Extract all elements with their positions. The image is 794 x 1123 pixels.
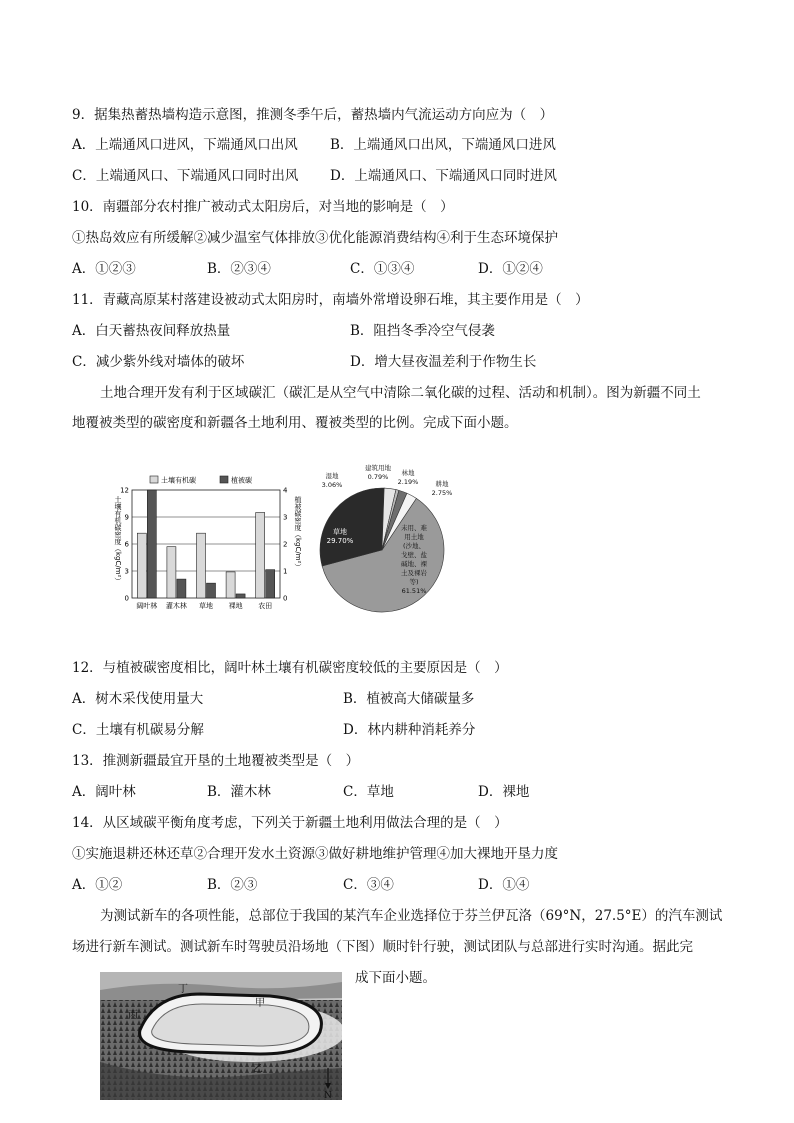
passage2-line1: 土地合理开发有利于区域碳汇（碳汇是从空气中清除二氧化碳的过程、活动和机制）。图为新疆不同土 (100, 385, 701, 401)
bar-soil-organic-carbon (167, 547, 176, 598)
pie-label-grass: 草地 (333, 528, 347, 536)
q12-option-a: A．树木采伐使用量大 (72, 691, 204, 707)
bar-soil-organic-carbon (197, 533, 206, 598)
test-track-illustration (100, 972, 342, 1100)
q10-items: ①热岛效应有所缓解②减少温室气体排放③优化能源消费结构④利于生态环境保护 (72, 230, 558, 246)
right-tick-label: 3 (283, 513, 288, 522)
q10-option-d: D．①②④ (478, 261, 543, 277)
q14-items: ①实施退耕还林还草②合理开发水土资源③做好耕地维护管理④加大裸地开垦力度 (72, 846, 558, 862)
q11-option-b: B．阻挡冬季冷空气侵袭 (350, 323, 495, 339)
q12-stem: 12．与植被碳密度相比，阔叶林土壤有机碳密度较低的主要原因是（ ） (72, 660, 508, 676)
category-label: 农田 (258, 602, 273, 610)
right-tick-label: 1 (283, 567, 288, 576)
test-track-photo (100, 972, 342, 1100)
bar-soil-organic-carbon (137, 533, 146, 598)
pie-value-building: 0.79% (367, 473, 389, 481)
pie-value-grass: 29.70% (326, 537, 354, 545)
bar-soil-organic-carbon (226, 572, 235, 598)
left-tick-label: 3 (124, 567, 129, 576)
label-bing: 丙 (128, 1010, 138, 1021)
legend-swatch-vegetation (220, 476, 228, 483)
category-label: 裸地 (228, 602, 243, 610)
right-tick-label: 0 (283, 594, 288, 603)
q11-option-a: A．白天蓄热夜间释放热量 (72, 323, 231, 339)
q13-option-c: C．草地 (343, 784, 394, 800)
pie-label-unused-line: 等) (409, 578, 419, 586)
q13-option-d: D．裸地 (478, 784, 530, 800)
pie-label-unused-line: 土及裸岩 (401, 569, 427, 577)
legend-label-soil: 土壤有机碳 (161, 476, 196, 485)
legend-swatch-soil (150, 476, 158, 483)
q14-option-c: C．③④ (343, 877, 394, 893)
q9-stem: 9．据集热蓄热墙构造示意图，推测冬季午后，蓄热墙内气流运动方向应为（ ） (72, 107, 554, 123)
pie-value-forest: 2.19% (397, 478, 419, 486)
label-jia: 甲 (255, 998, 265, 1009)
q11-stem: 11．青藏高原某村落建设被动式太阳房时，南墙外常增设卵石堆，其主要作用是（ ） (72, 292, 589, 308)
q9-option-d: D．上端通风口、下端通风口同时进风 (330, 168, 557, 184)
q14-option-a: A．①② (72, 877, 123, 893)
pie-label-forest: 林地 (401, 469, 415, 477)
category-label: 草地 (199, 602, 213, 610)
bar-vegetation-carbon (177, 579, 186, 598)
pie-value-wetland: 3.06% (321, 481, 343, 489)
pie-label-wetland: 湿地 (325, 472, 339, 480)
pie-label-unused-line: 未用、难 (401, 524, 427, 532)
q13-stem: 13．推测新疆最宜开垦的土地覆被类型是（ ） (72, 753, 360, 769)
left-tick-label: 6 (124, 540, 129, 549)
label-ding: 丁 (178, 984, 188, 995)
right-tick-label: 2 (283, 540, 288, 549)
pie-label-farmland: 耕地 (435, 480, 449, 488)
pie-label-unused-line: 戈壁、盐 (401, 551, 427, 559)
q12-option-d: D．林内耕种消耗养分 (343, 722, 476, 738)
passage3-line1: 为测试新车的各项性能，总部位于我国的某汽车企业选择位于芬兰伊瓦洛（69°N，27.5°E）的汽车测试 (100, 908, 723, 924)
q13-option-a: A．阔叶林 (72, 784, 136, 800)
legend-label-vegetation: 植被碳 (231, 476, 252, 485)
pie-value-farmland: 2.75% (431, 489, 453, 497)
q10-option-b: B．②③④ (207, 261, 271, 277)
pie-label-unused-line: 碱地、裸 (401, 560, 427, 568)
q9-option-c: C．上端通风口、下端通风口同时出风 (72, 168, 299, 184)
passage2-line2: 地覆被类型的碳密度和新疆各土地利用、覆被类型的比例。完成下面小题。 (72, 415, 518, 431)
carbon-density-bar-chart (108, 468, 308, 618)
left-axis-label: 土壤有机碳密度（kgC/m²） (114, 496, 122, 585)
category-label: 灌木林 (165, 602, 187, 610)
north-label: N (324, 1091, 332, 1100)
q11-option-d: D．增大昼夜温差利于作物生长 (350, 354, 537, 370)
bar-vegetation-carbon (147, 490, 156, 598)
pie-value-unused: 61.51% (401, 587, 427, 595)
q14-option-b: B．②③ (207, 877, 258, 893)
left-tick-label: 12 (120, 486, 129, 495)
q14-option-d: D．①④ (478, 877, 530, 893)
q10-option-a: A．①②③ (72, 261, 136, 277)
pie-label-unused-line: (沙地、 (402, 542, 426, 550)
category-label: 阔叶林 (136, 602, 158, 610)
left-tick-label: 9 (124, 513, 129, 522)
passage3-line3: 成下面小题。 (355, 970, 436, 986)
q14-stem: 14．从区域碳平衡角度考虑，下列关于新疆土地利用做法合理的是（ ） (72, 815, 508, 831)
q12-option-c: C．土壤有机碳易分解 (72, 722, 204, 738)
q10-option-c: C．①③④ (350, 261, 415, 277)
right-tick-label: 4 (283, 486, 288, 495)
pie-label-building: 建筑用地 (365, 464, 391, 472)
bar-soil-organic-carbon (256, 513, 265, 599)
q13-option-b: B．灌木林 (207, 784, 271, 800)
right-axis-label: 植被碳密度（kgC/m²） (294, 496, 302, 571)
bar-vegetation-carbon (266, 570, 275, 598)
land-use-pie-chart (316, 462, 466, 617)
left-tick-label: 0 (124, 594, 129, 603)
q9-option-a: A．上端通风口进风，下端通风口出风 (72, 137, 298, 153)
q9-option-b: B．上端通风口出风，下端通风口进风 (330, 137, 556, 153)
q11-option-c: C．减少紫外线对墙体的破坏 (72, 354, 245, 370)
label-yi: 乙 (253, 1064, 263, 1075)
bar-vegetation-carbon (236, 594, 245, 598)
q10-stem: 10．南疆部分农村推广被动式太阳房后，对当地的影响是（ ） (72, 199, 454, 215)
q12-option-b: B．植被高大储碳量多 (343, 691, 475, 707)
bar-vegetation-carbon (207, 583, 216, 598)
pie-label-unused-line: 用土地 (404, 533, 424, 541)
passage3-line2: 场进行新车测试。测试新车时驾驶员沿场地（下图）顺时针行驶，测试团队与总部进行实时沟通。据此完 (72, 939, 693, 955)
